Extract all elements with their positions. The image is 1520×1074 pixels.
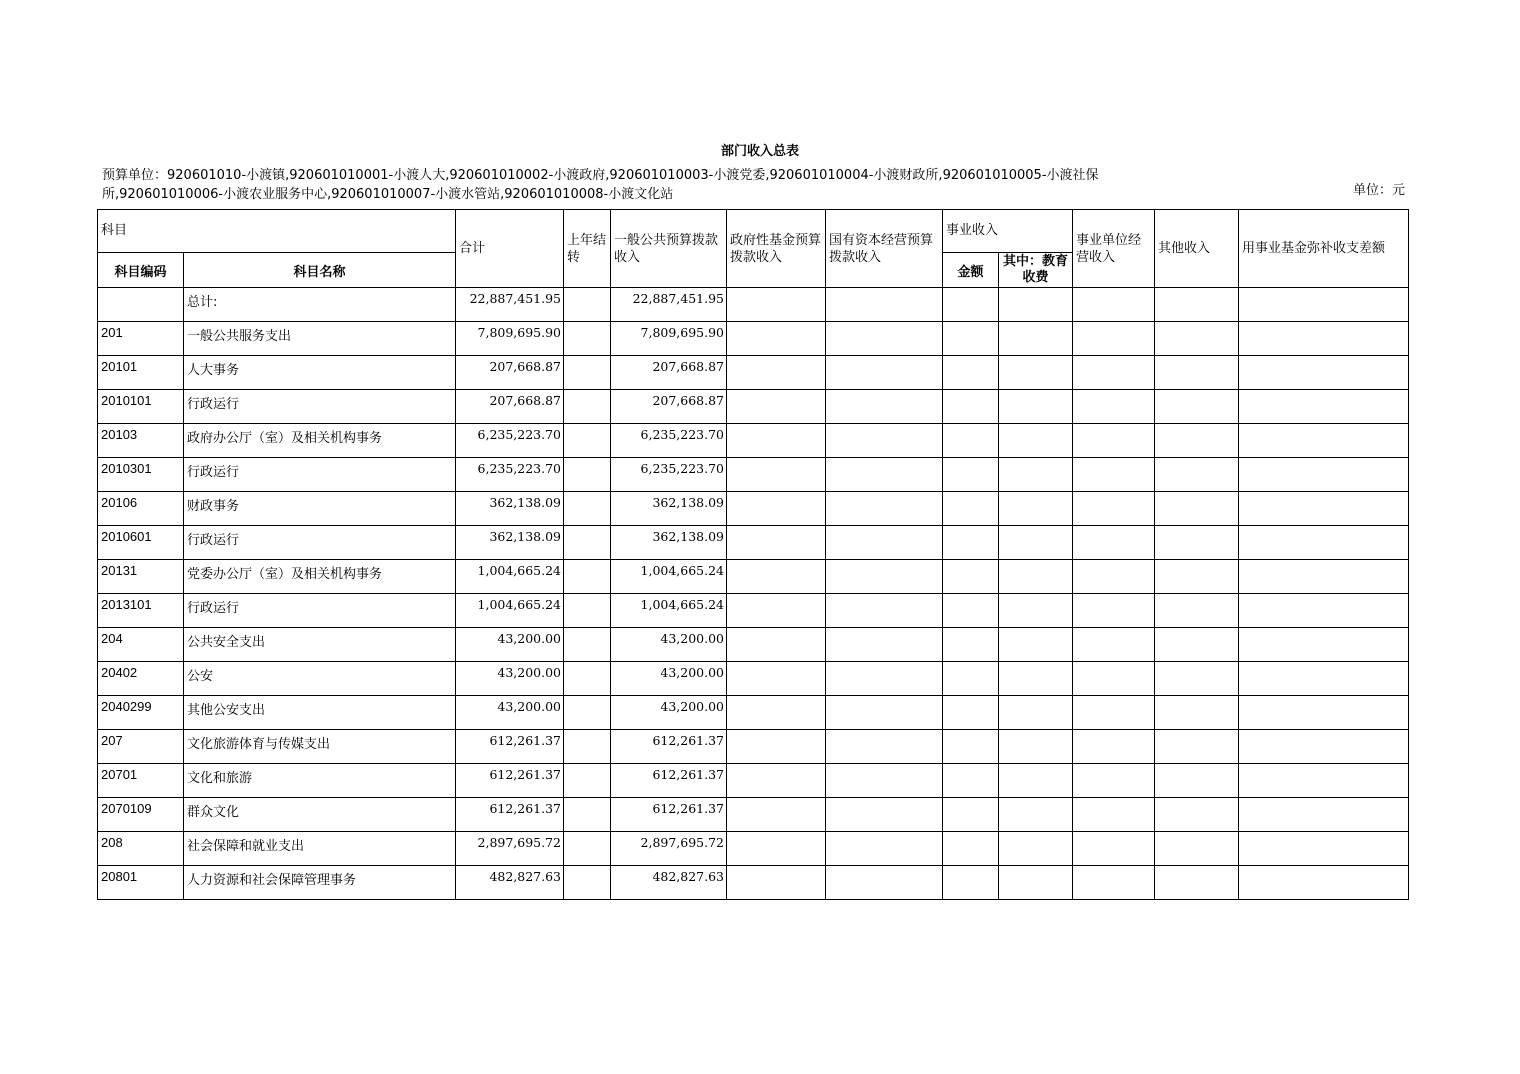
general-budget-cell: 1,004,665.24 [611,560,727,594]
subject-code-cell: 204 [98,628,184,662]
total-cell: 612,261.37 [456,798,564,832]
total-cell: 22,887,451.95 [456,288,564,322]
table-row [98,356,1409,390]
other-income-cell [1155,390,1239,424]
edu-fee-cell [999,526,1073,560]
table-row [98,390,1409,424]
career-unit-ops-cell [1073,390,1155,424]
total-cell: 43,200.00 [456,662,564,696]
total-cell: 612,261.37 [456,764,564,798]
general-budget-cell: 2,897,695.72 [611,832,727,866]
fund-offset-cell [1239,730,1409,764]
header-gov-fund: 政府性基金预算拨款收入 [727,210,826,288]
career-unit-ops-cell [1073,696,1155,730]
career-unit-ops-cell [1073,458,1155,492]
gov-fund-cell [727,424,826,458]
subject-name-cell: 一般公共服务支出 [184,322,456,356]
other-income-cell [1155,628,1239,662]
edu-fee-cell [999,594,1073,628]
other-income-cell [1155,798,1239,832]
gov-fund-cell [727,696,826,730]
edu-fee-cell [999,356,1073,390]
fund-offset-cell [1239,458,1409,492]
other-income-cell [1155,288,1239,322]
gov-fund-cell [727,628,826,662]
edu-fee-cell [999,764,1073,798]
total-cell: 1,004,665.24 [456,560,564,594]
subject-name-cell: 人力资源和社会保障管理事务 [184,866,456,900]
fund-offset-cell [1239,322,1409,356]
total-cell: 6,235,223.70 [456,424,564,458]
fund-offset-cell [1239,628,1409,662]
state-capital-cell [826,526,943,560]
gov-fund-cell [727,492,826,526]
career-amount-cell [943,458,999,492]
state-capital-cell [826,764,943,798]
table-row [98,628,1409,662]
subject-name-cell: 社会保障和就业支出 [184,832,456,866]
total-cell: 1,004,665.24 [456,594,564,628]
fund-offset-cell [1239,288,1409,322]
career-amount-cell [943,662,999,696]
other-income-cell [1155,866,1239,900]
career-unit-ops-cell [1073,866,1155,900]
other-income-cell [1155,322,1239,356]
general-budget-cell: 1,004,665.24 [611,594,727,628]
subject-name-cell: 行政运行 [184,594,456,628]
income-summary-table [97,209,1409,900]
career-unit-ops-cell [1073,832,1155,866]
carryover-cell [564,628,611,662]
other-income-cell [1155,356,1239,390]
header-career-unit-ops: 事业单位经营收入 [1073,210,1155,288]
subject-name-cell: 总计: [184,288,456,322]
subject-code-cell: 2040299 [98,696,184,730]
state-capital-cell [826,424,943,458]
subject-name-cell: 党委办公厅（室）及相关机构事务 [184,560,456,594]
career-amount-cell [943,322,999,356]
table-row [98,424,1409,458]
subject-code-cell: 2013101 [98,594,184,628]
gov-fund-cell [727,798,826,832]
header-edu-fee: 其中：教育收费 [999,253,1073,288]
state-capital-cell [826,288,943,322]
other-income-cell [1155,526,1239,560]
state-capital-cell [826,356,943,390]
edu-fee-cell [999,322,1073,356]
other-income-cell [1155,730,1239,764]
subject-name-cell: 财政事务 [184,492,456,526]
fund-offset-cell [1239,764,1409,798]
other-income-cell [1155,458,1239,492]
general-budget-cell: 43,200.00 [611,662,727,696]
subject-name-cell: 行政运行 [184,526,456,560]
edu-fee-cell [999,696,1073,730]
career-unit-ops-cell [1073,764,1155,798]
budget-unit-description: 预算单位：920601010-小渡镇,920601010001-小渡人大,920601010002-小渡政府,920601010003-小渡党委,920601010004-小渡财政所,920601010005-小渡社保所,920601010006-小渡农业服务中心,920601010007-小渡水管站,920601010008-小渡文化站 [102,168,1099,202]
general-budget-cell: 6,235,223.70 [611,458,727,492]
subject-code-cell: 20701 [98,764,184,798]
header-carryover: 上年结转 [564,210,611,288]
fund-offset-cell [1239,696,1409,730]
subject-name-cell: 公安 [184,662,456,696]
header-fund-offset: 用事业基金弥补收支差额 [1239,210,1409,288]
total-cell: 43,200.00 [456,696,564,730]
subject-name-cell: 群众文化 [184,798,456,832]
subject-code-cell: 2010601 [98,526,184,560]
state-capital-cell [826,628,943,662]
fund-offset-cell [1239,526,1409,560]
table-row [98,492,1409,526]
career-unit-ops-cell [1073,730,1155,764]
edu-fee-cell [999,832,1073,866]
subject-code-cell: 20106 [98,492,184,526]
other-income-cell [1155,696,1239,730]
table-row [98,866,1409,900]
subject-code-cell: 20801 [98,866,184,900]
edu-fee-cell [999,288,1073,322]
career-amount-cell [943,560,999,594]
state-capital-cell [826,594,943,628]
carryover-cell [564,594,611,628]
state-capital-cell [826,390,943,424]
career-unit-ops-cell [1073,288,1155,322]
state-capital-cell [826,458,943,492]
table-row [98,662,1409,696]
total-cell: 362,138.09 [456,492,564,526]
general-budget-cell: 612,261.37 [611,730,727,764]
career-unit-ops-cell [1073,560,1155,594]
subject-name-cell: 行政运行 [184,458,456,492]
gov-fund-cell [727,730,826,764]
edu-fee-cell [999,492,1073,526]
edu-fee-cell [999,662,1073,696]
carryover-cell [564,390,611,424]
career-amount-cell [943,526,999,560]
subject-code-cell: 2070109 [98,798,184,832]
carryover-cell [564,288,611,322]
subject-name-cell: 公共安全支出 [184,628,456,662]
subject-name-cell: 文化和旅游 [184,764,456,798]
state-capital-cell [826,696,943,730]
table-row [98,696,1409,730]
fund-offset-cell [1239,356,1409,390]
state-capital-cell [826,662,943,696]
edu-fee-cell [999,866,1073,900]
career-unit-ops-cell [1073,628,1155,662]
table-row [98,458,1409,492]
table-row [98,764,1409,798]
carryover-cell [564,662,611,696]
other-income-cell [1155,832,1239,866]
general-budget-cell: 7,809,695.90 [611,322,727,356]
header-other-income: 其他收入 [1155,210,1239,288]
header-career-income: 事业收入 [943,210,1073,253]
state-capital-cell [826,560,943,594]
gov-fund-cell [727,322,826,356]
carryover-cell [564,356,611,390]
fund-offset-cell [1239,492,1409,526]
career-amount-cell [943,764,999,798]
career-amount-cell [943,628,999,662]
other-income-cell [1155,764,1239,798]
career-unit-ops-cell [1073,424,1155,458]
subject-code-cell: 20402 [98,662,184,696]
report-title: 部门收入总表 [720,144,799,159]
table-row [98,322,1409,356]
carryover-cell [564,730,611,764]
total-cell: 207,668.87 [456,356,564,390]
table-row [98,288,1409,322]
general-budget-cell: 207,668.87 [611,356,727,390]
edu-fee-cell [999,628,1073,662]
career-unit-ops-cell [1073,356,1155,390]
total-cell: 207,668.87 [456,390,564,424]
subject-name-cell: 行政运行 [184,390,456,424]
fund-offset-cell [1239,560,1409,594]
state-capital-cell [826,832,943,866]
total-cell: 2,897,695.72 [456,832,564,866]
subject-name-cell: 人大事务 [184,356,456,390]
general-budget-cell: 22,887,451.95 [611,288,727,322]
general-budget-cell: 207,668.87 [611,390,727,424]
subject-name-cell: 文化旅游体育与传媒支出 [184,730,456,764]
fund-offset-cell [1239,594,1409,628]
gov-fund-cell [727,594,826,628]
gov-fund-cell [727,288,826,322]
subject-code-cell: 201 [98,322,184,356]
header-total: 合计 [456,210,564,288]
carryover-cell [564,492,611,526]
carryover-cell [564,322,611,356]
gov-fund-cell [727,458,826,492]
career-unit-ops-cell [1073,798,1155,832]
currency-unit-label: 单位：元 [1352,183,1405,198]
gov-fund-cell [727,764,826,798]
career-amount-cell [943,866,999,900]
career-amount-cell [943,424,999,458]
state-capital-cell [826,730,943,764]
carryover-cell [564,764,611,798]
other-income-cell [1155,594,1239,628]
gov-fund-cell [727,662,826,696]
table-row [98,526,1409,560]
fund-offset-cell [1239,866,1409,900]
subject-code-cell: 20131 [98,560,184,594]
subject-code-cell [98,288,184,322]
carryover-cell [564,866,611,900]
other-income-cell [1155,560,1239,594]
edu-fee-cell [999,730,1073,764]
other-income-cell [1155,492,1239,526]
total-cell: 482,827.63 [456,866,564,900]
edu-fee-cell [999,798,1073,832]
general-budget-cell: 362,138.09 [611,526,727,560]
general-budget-cell: 43,200.00 [611,628,727,662]
total-cell: 6,235,223.70 [456,458,564,492]
career-amount-cell [943,390,999,424]
career-amount-cell [943,696,999,730]
edu-fee-cell [999,390,1073,424]
gov-fund-cell [727,526,826,560]
subject-code-cell: 20101 [98,356,184,390]
state-capital-cell [826,492,943,526]
general-budget-cell: 612,261.37 [611,798,727,832]
carryover-cell [564,798,611,832]
gov-fund-cell [727,560,826,594]
subject-code-cell: 2010101 [98,390,184,424]
total-cell: 43,200.00 [456,628,564,662]
total-cell: 612,261.37 [456,730,564,764]
state-capital-cell [826,798,943,832]
header-subject-code: 科目编码 [98,253,184,288]
subject-name-cell: 政府办公厅（室）及相关机构事务 [184,424,456,458]
career-amount-cell [943,832,999,866]
career-amount-cell [943,492,999,526]
other-income-cell [1155,424,1239,458]
carryover-cell [564,424,611,458]
career-unit-ops-cell [1073,526,1155,560]
subject-name-cell: 其他公安支出 [184,696,456,730]
header-amount: 金额 [943,253,999,288]
other-income-cell [1155,662,1239,696]
career-unit-ops-cell [1073,594,1155,628]
career-amount-cell [943,730,999,764]
fund-offset-cell [1239,798,1409,832]
carryover-cell [564,458,611,492]
total-cell: 7,809,695.90 [456,322,564,356]
table-row [98,594,1409,628]
career-amount-cell [943,594,999,628]
general-budget-cell: 6,235,223.70 [611,424,727,458]
subject-code-cell: 207 [98,730,184,764]
career-amount-cell [943,356,999,390]
edu-fee-cell [999,560,1073,594]
gov-fund-cell [727,866,826,900]
career-unit-ops-cell [1073,492,1155,526]
career-unit-ops-cell [1073,322,1155,356]
subject-code-cell: 208 [98,832,184,866]
state-capital-cell [826,866,943,900]
table-row [98,798,1409,832]
total-cell: 362,138.09 [456,526,564,560]
edu-fee-cell [999,458,1073,492]
edu-fee-cell [999,424,1073,458]
fund-offset-cell [1239,832,1409,866]
carryover-cell [564,696,611,730]
general-budget-cell: 482,827.63 [611,866,727,900]
table-row [98,730,1409,764]
table-row [98,560,1409,594]
general-budget-cell: 612,261.37 [611,764,727,798]
fund-offset-cell [1239,424,1409,458]
header-state-capital: 国有资本经营预算拨款收入 [826,210,943,288]
fund-offset-cell [1239,390,1409,424]
subject-code-cell: 2010301 [98,458,184,492]
gov-fund-cell [727,356,826,390]
subject-code-cell: 20103 [98,424,184,458]
carryover-cell [564,526,611,560]
career-amount-cell [943,798,999,832]
header-subject: 科目 [98,210,456,253]
fund-offset-cell [1239,662,1409,696]
career-unit-ops-cell [1073,662,1155,696]
carryover-cell [564,560,611,594]
carryover-cell [564,832,611,866]
gov-fund-cell [727,390,826,424]
header-subject-name: 科目名称 [184,253,456,288]
state-capital-cell [826,322,943,356]
table-row [98,832,1409,866]
general-budget-cell: 43,200.00 [611,696,727,730]
header-general-budget: 一般公共预算拨款收入 [611,210,727,288]
gov-fund-cell [727,832,826,866]
career-amount-cell [943,288,999,322]
general-budget-cell: 362,138.09 [611,492,727,526]
